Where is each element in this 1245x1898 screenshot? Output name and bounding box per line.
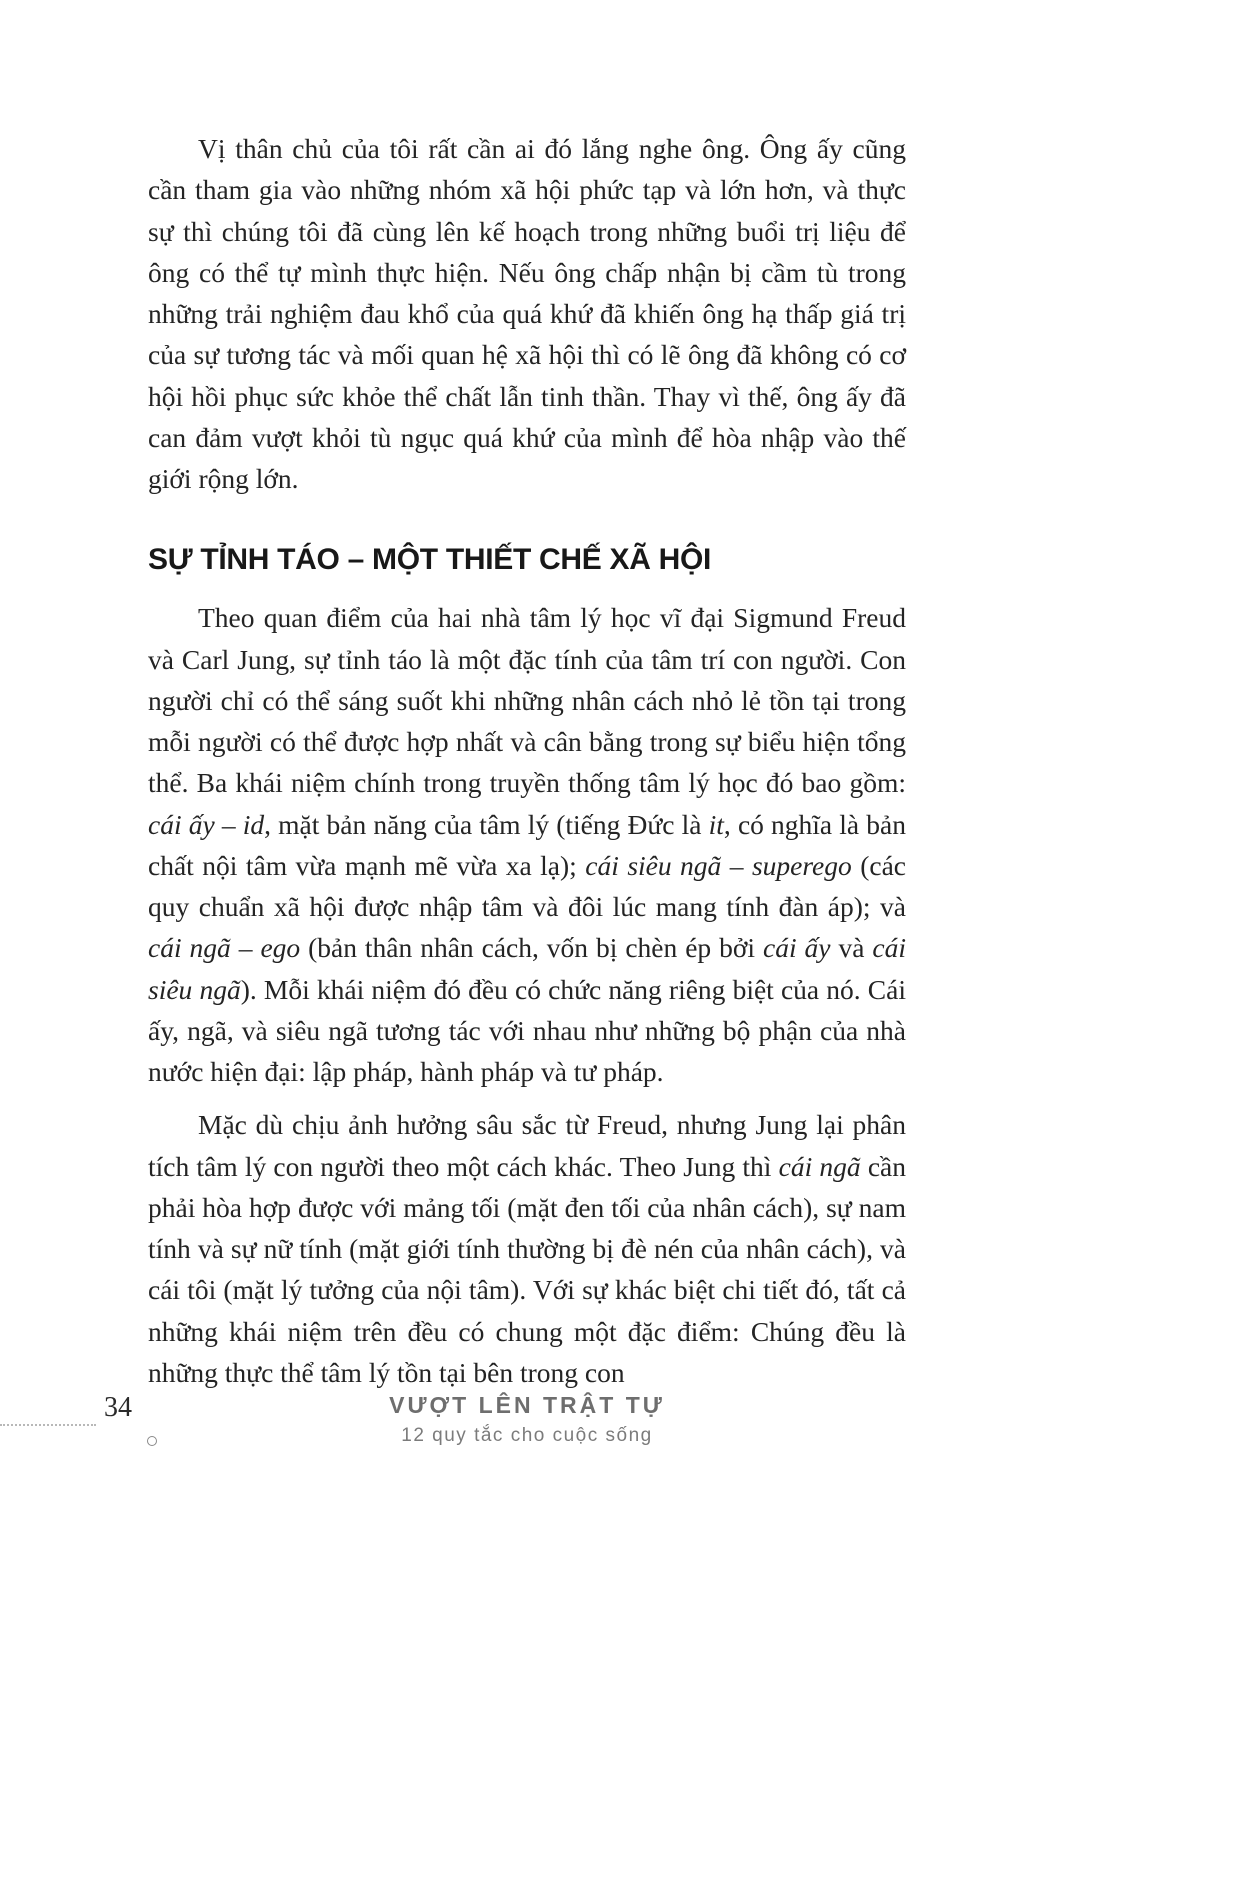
running-title: VƯỢT LÊN TRẬT TỰ bbox=[389, 1392, 665, 1418]
paragraph-1: Vị thân chủ của tôi rất cần ai đó lắng nghe ông. Ông ấy cũng cần tham gia vào những nhóm xã hội phức tạp và lớn hơn, và thực sự thì chúng tôi đã cùng lên kế hoạch trong những buổi trị liệu để ông có thể tự mình thực hiện. Nếu ông chấp nhận bị cầm tù trong những trải nghiệm đau khổ của quá khứ đã khiến ông hạ thấp giá trị của sự tương tác và mối quan hệ xã hội thì có lẽ ông đã không có cơ hội hồi phục sức khỏe thể chất lẫn tinh thần. Thay vì thế, ông ấy đã can đảm vượt khỏi tù ngục quá khứ của mình để hòa nhập vào thế giới rộng lớn. bbox=[148, 133, 906, 494]
margin-dotted-line bbox=[0, 1424, 96, 1426]
footer bbox=[0, 1392, 1245, 1462]
margin-circle-mark bbox=[147, 1436, 157, 1446]
body-text bbox=[148, 128, 906, 1393]
running-subtitle: 12 quy tắc cho cuộc sống bbox=[401, 1425, 653, 1446]
paragraph-3: Mặc dù chịu ảnh hưởng sâu sắc từ Freud, nhưng Jung lại phân tích tâm lý con người theo một cách khác. Theo Jung thì cái ngã cần phải hòa hợp được với mảng tối (mặt đen tối của nhân cách), sự nam tính và sự nữ tính (mặt giới tính thường bị đè nén của nhân cách), và cái tôi (mặt lý tưởng của nội tâm). Với sự khác biệt chi tiết đó, tất cả những khái niệm trên đều có chung một đặc điểm: Chúng đều là những thực thể tâm lý tồn tại bên trong con bbox=[148, 1109, 906, 1388]
section-heading: SỰ TỈNH TÁO – MỘT THIẾT CHẾ XÃ HỘI bbox=[148, 543, 712, 577]
paragraph-2: Theo quan điểm của hai nhà tâm lý học vĩ đại Sigmund Freud và Carl Jung, sự tỉnh táo là một đặc tính của tâm trí con người. Con người chỉ có thể sáng suốt khi những nhân cách nhỏ lẻ tồn tại trong mỗi người có thể được hợp nhất và cân bằng trong sự biểu hiện tổng thể. Ba khái niệm chính trong truyền thống tâm lý học đó bao gồm: cái ấy – id, mặt bản năng của tâm lý (tiếng Đức là it, có nghĩa là bản chất nội tâm vừa mạnh mẽ vừa xa lạ); cái siêu ngã – superego (các quy chuẩn xã hội được nhập tâm và đôi lúc mang tính đàn áp); và cái ngã – ego (bản thân nhân cách, vốn bị chèn ép bởi cái ấy và cái siêu ngã). Mỗi khái niệm đó đều có chức năng riêng biệt của nó. Cái ấy, ngã, và siêu ngã tương tác với nhau như những bộ phận của nhà nước hiện đại: lập pháp, hành pháp và tư pháp. bbox=[148, 602, 906, 1087]
running-footer bbox=[148, 1392, 906, 1447]
page-number: 34 bbox=[104, 1392, 132, 1423]
